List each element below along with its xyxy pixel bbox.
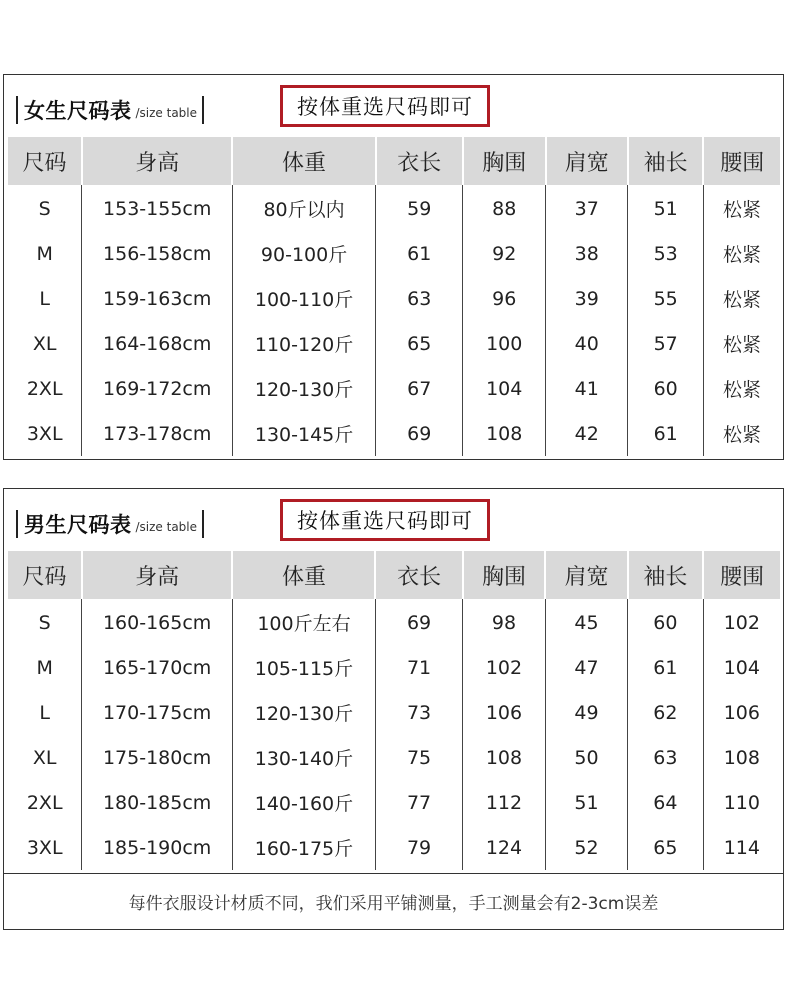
cell-length: 69 xyxy=(375,599,462,645)
cell-size: 3XL xyxy=(8,825,82,870)
cell-size: M xyxy=(8,645,82,690)
cell-weight: 140-160斤 xyxy=(232,780,375,825)
women-size-panel xyxy=(3,74,784,460)
cell-chest: 124 xyxy=(463,825,546,870)
women-weight-tip: 按体重选尺码即可 xyxy=(280,85,490,127)
cell-height: 160-165cm xyxy=(82,599,233,645)
men-title: 男生尺码表 xyxy=(24,513,132,537)
cell-waist: 110 xyxy=(723,791,760,814)
men-subtitle: /size table xyxy=(135,520,198,534)
women-title: 女生尺码表 xyxy=(24,99,132,123)
cell-height: 180-185cm xyxy=(82,780,233,825)
cell-size: S xyxy=(8,185,82,231)
women-table-body xyxy=(8,185,780,456)
men-size-panel xyxy=(3,488,784,930)
cell-size: XL xyxy=(8,735,82,780)
men-size-table xyxy=(8,551,780,870)
cell-length: 65 xyxy=(376,321,463,366)
cell-size: 2XL xyxy=(8,366,82,411)
table-row xyxy=(8,231,780,276)
cell-chest: 100 xyxy=(463,321,546,366)
cell-height: 170-175cm xyxy=(82,690,233,735)
men-table-body xyxy=(8,599,780,870)
cell-shoulder: 47 xyxy=(545,645,627,690)
title-left-bar xyxy=(16,96,18,124)
header-waist: 腰围 xyxy=(703,137,780,185)
cell-waist: 松紧 xyxy=(722,289,761,311)
cell-size: XL xyxy=(8,321,82,366)
table-row xyxy=(8,276,780,321)
cell-chest: 108 xyxy=(463,411,546,456)
cell-height: 153-155cm xyxy=(82,185,233,231)
women-title-block xyxy=(16,95,204,125)
cell-length: 59 xyxy=(376,185,463,231)
cell-sleeve: 64 xyxy=(628,780,704,825)
cell-height: 159-163cm xyxy=(82,276,233,321)
title-right-bar xyxy=(202,96,204,124)
cell-size: S xyxy=(8,599,82,645)
cell-sleeve: 55 xyxy=(628,276,704,321)
women-table-header-row xyxy=(8,137,780,185)
cell-sleeve: 61 xyxy=(628,411,704,456)
title-left-bar xyxy=(16,510,18,538)
header-height: 身高 xyxy=(82,137,233,185)
cell-chest: 108 xyxy=(463,735,546,780)
cell-size: M xyxy=(8,231,82,276)
header-length: 衣长 xyxy=(376,137,463,185)
header-height: 身高 xyxy=(82,551,233,599)
header-shoulder: 肩宽 xyxy=(545,551,627,599)
cell-waist: 松紧 xyxy=(722,334,761,356)
cell-height: 173-178cm xyxy=(82,411,233,456)
cell-sleeve: 60 xyxy=(628,366,704,411)
cell-chest: 96 xyxy=(463,276,546,321)
header-weight: 体重 xyxy=(232,137,375,185)
table-row xyxy=(8,411,780,456)
measurement-note: 每件衣服设计材质不同，我们采用平铺测量，手工测量会有2-3cm误差 xyxy=(4,873,783,929)
cell-weight: 105-115斤 xyxy=(232,645,375,690)
cell-length: 77 xyxy=(375,780,462,825)
title-right-bar xyxy=(202,510,204,538)
cell-length: 69 xyxy=(376,411,463,456)
cell-shoulder: 37 xyxy=(546,185,628,231)
cell-shoulder: 45 xyxy=(545,599,627,645)
cell-length: 75 xyxy=(375,735,462,780)
header-weight: 体重 xyxy=(232,551,375,599)
header-sleeve: 袖长 xyxy=(628,551,704,599)
header-length: 衣长 xyxy=(375,551,462,599)
cell-sleeve: 53 xyxy=(628,231,704,276)
table-row xyxy=(8,690,780,735)
cell-chest: 92 xyxy=(463,231,546,276)
cell-chest: 106 xyxy=(463,690,546,735)
cell-sleeve: 63 xyxy=(628,735,704,780)
table-row xyxy=(8,825,780,870)
cell-size: 2XL xyxy=(8,780,82,825)
cell-shoulder: 40 xyxy=(546,321,628,366)
cell-weight: 160-175斤 xyxy=(232,825,375,870)
cell-weight: 90-100斤 xyxy=(232,231,375,276)
cell-length: 73 xyxy=(375,690,462,735)
cell-waist: 松紧 xyxy=(722,424,761,446)
cell-height: 175-180cm xyxy=(82,735,233,780)
cell-weight: 80斤以内 xyxy=(232,185,375,231)
cell-chest: 112 xyxy=(463,780,546,825)
cell-waist: 106 xyxy=(723,701,760,724)
header-size: 尺码 xyxy=(8,137,82,185)
cell-length: 61 xyxy=(376,231,463,276)
table-row xyxy=(8,735,780,780)
cell-weight: 100-110斤 xyxy=(232,276,375,321)
cell-sleeve: 57 xyxy=(628,321,704,366)
cell-waist: 114 xyxy=(723,836,760,859)
header-sleeve: 袖长 xyxy=(628,137,704,185)
cell-chest: 102 xyxy=(463,645,546,690)
cell-weight: 100斤左右 xyxy=(232,599,375,645)
cell-weight: 130-140斤 xyxy=(232,735,375,780)
men-panel-header xyxy=(4,489,783,552)
cell-chest: 98 xyxy=(463,599,546,645)
cell-waist: 松紧 xyxy=(722,199,761,221)
cell-waist: 松紧 xyxy=(722,379,761,401)
women-panel-header xyxy=(4,75,783,138)
cell-chest: 104 xyxy=(463,366,546,411)
cell-shoulder: 52 xyxy=(545,825,627,870)
cell-weight: 130-145斤 xyxy=(232,411,375,456)
cell-sleeve: 51 xyxy=(628,185,704,231)
cell-shoulder: 38 xyxy=(546,231,628,276)
cell-size: 3XL xyxy=(8,411,82,456)
cell-height: 156-158cm xyxy=(82,231,233,276)
cell-length: 79 xyxy=(375,825,462,870)
table-row xyxy=(8,599,780,645)
cell-length: 71 xyxy=(375,645,462,690)
women-size-table xyxy=(8,137,780,456)
cell-size: L xyxy=(8,276,82,321)
header-size: 尺码 xyxy=(8,551,82,599)
table-row xyxy=(8,321,780,366)
cell-length: 67 xyxy=(376,366,463,411)
cell-shoulder: 51 xyxy=(545,780,627,825)
cell-length: 63 xyxy=(376,276,463,321)
cell-height: 169-172cm xyxy=(82,366,233,411)
cell-shoulder: 41 xyxy=(546,366,628,411)
cell-sleeve: 60 xyxy=(628,599,704,645)
cell-shoulder: 42 xyxy=(546,411,628,456)
cell-sleeve: 62 xyxy=(628,690,704,735)
cell-sleeve: 65 xyxy=(628,825,704,870)
cell-weight: 120-130斤 xyxy=(232,366,375,411)
header-chest: 胸围 xyxy=(463,551,546,599)
cell-weight: 110-120斤 xyxy=(232,321,375,366)
cell-shoulder: 50 xyxy=(545,735,627,780)
header-shoulder: 肩宽 xyxy=(546,137,628,185)
cell-waist: 102 xyxy=(723,611,760,634)
cell-height: 165-170cm xyxy=(82,645,233,690)
cell-sleeve: 61 xyxy=(628,645,704,690)
cell-waist: 108 xyxy=(723,746,760,769)
table-row xyxy=(8,780,780,825)
table-row xyxy=(8,366,780,411)
table-row xyxy=(8,645,780,690)
cell-height: 164-168cm xyxy=(82,321,233,366)
cell-chest: 88 xyxy=(463,185,546,231)
cell-waist: 104 xyxy=(723,656,760,679)
cell-height: 185-190cm xyxy=(82,825,233,870)
cell-shoulder: 39 xyxy=(546,276,628,321)
header-chest: 胸围 xyxy=(463,137,546,185)
header-waist: 腰围 xyxy=(703,551,780,599)
women-subtitle: /size table xyxy=(135,106,198,120)
cell-shoulder: 49 xyxy=(545,690,627,735)
cell-waist: 松紧 xyxy=(722,244,761,266)
table-row xyxy=(8,185,780,231)
men-weight-tip: 按体重选尺码即可 xyxy=(280,499,490,541)
cell-weight: 120-130斤 xyxy=(232,690,375,735)
cell-size: L xyxy=(8,690,82,735)
men-table-header-row xyxy=(8,551,780,599)
men-title-block xyxy=(16,509,204,539)
